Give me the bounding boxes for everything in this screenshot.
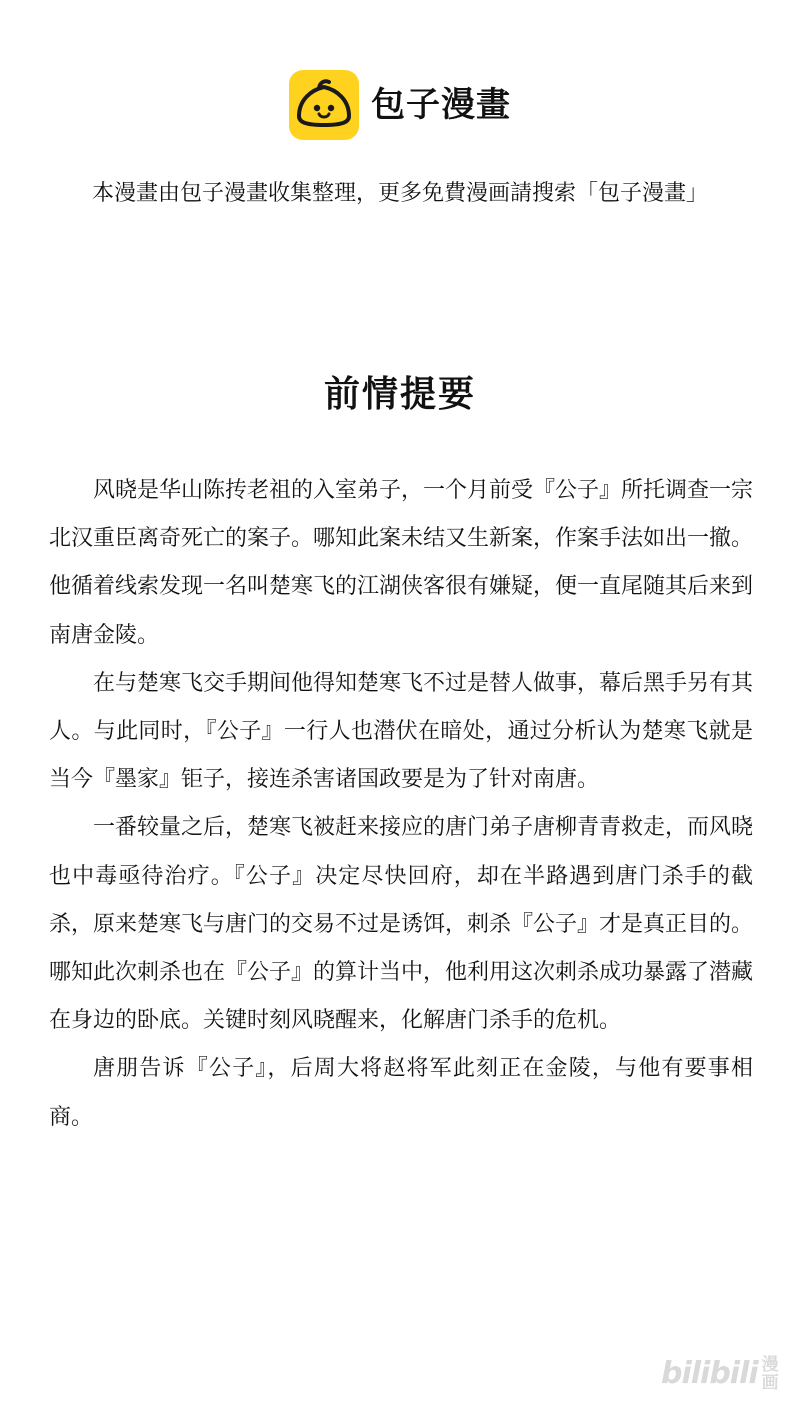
watermark-brand: bilibili (661, 1356, 758, 1391)
summary-paragraph-1: 风晓是华山陈抟老祖的入室弟子，一个月前受『公子』所托调查一宗北汉重臣离奇死亡的案子。哪知此案未结又生新案，作案手法如出一撤。他循着线索发现一名叫楚寒飞的江湖侠客很有嫌疑，便一直尾随其后来到南唐金陵。 (49, 478, 754, 648)
bilibili-manhua-watermark (661, 1356, 779, 1392)
brand-name: 包子漫畫 (371, 85, 511, 125)
watermark-suffix-bottom: 画 (761, 1373, 779, 1393)
watermark-suffix (762, 1356, 779, 1392)
watermark-suffix-top: 漫 (761, 1355, 779, 1375)
summary-paragraph-3: 一番较量之后，楚寒飞被赶来接应的唐门弟子唐柳青青救走，而风晓也中毒亟待治疗。『公子』决定尽快回府，却在半路遇到唐门杀手的截杀，原来楚寒飞与唐门的交易不过是诱饵，刺杀『公子』才是真正目的。哪知此次刺杀也在『公子』的算计当中，他利用这次刺杀成功暴露了潜藏在身边的卧底。关键时刻风晓醒来，化解唐门杀手的危机。 (49, 815, 754, 1034)
summary-article (49, 467, 753, 1142)
summary-paragraph-4: 唐朋告诉『公子』，后周大将赵将军此刻正在金陵，与他有要事相商。 (49, 1056, 753, 1130)
brand-header (0, 70, 800, 140)
baozi-logo-icon (289, 70, 359, 140)
source-notice: 本漫畫由包子漫畫收集整理，更多免費漫画請搜索「包子漫畫」 (91, 181, 708, 206)
summary-paragraph-2: 在与楚寒飞交手期间他得知楚寒飞不过是替人做事，幕后黑手另有其人。与此同时，『公子』一行人也潜伏在暗处，通过分析认为楚寒飞就是当今『墨家』钜子，接连杀害诸国政要是为了针对南唐。 (49, 670, 754, 793)
page-title: 前情提要 (323, 374, 476, 415)
